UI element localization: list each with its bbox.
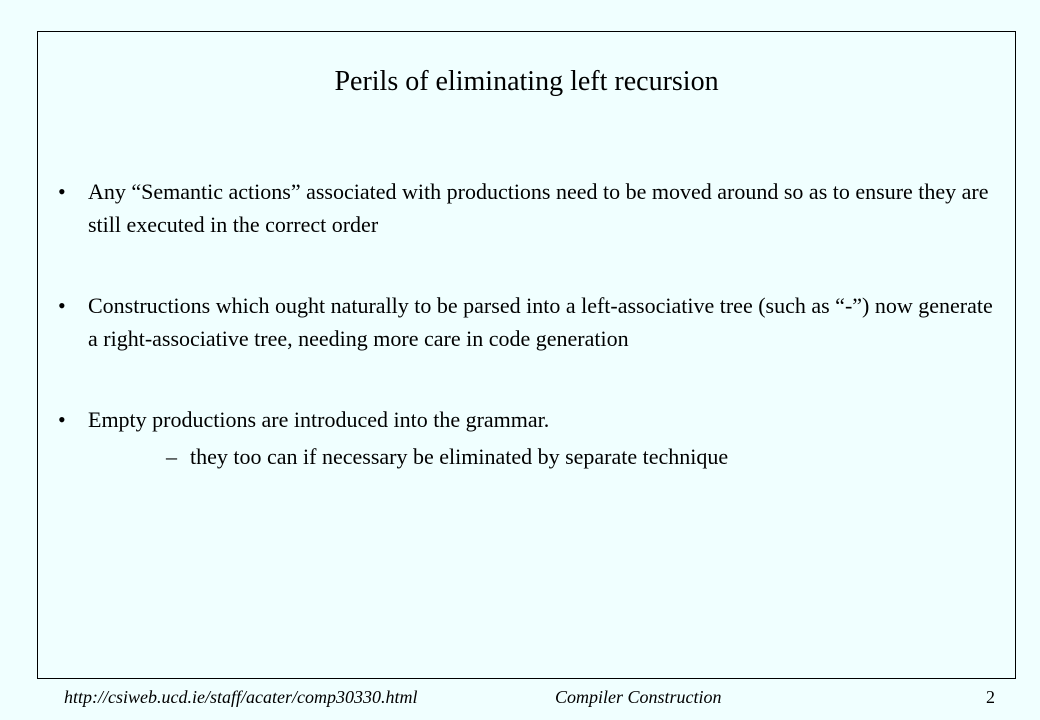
bullet-text: Empty productions are introduced into the grammar. [88, 407, 550, 432]
bullet-icon: • [58, 293, 66, 318]
bullet-text: Any “Semantic actions” associated with productions need to be moved around so as to ensure they are still executed in the correct order [88, 179, 989, 237]
footer-url: http://csiweb.ucd.ie/staff/acater/comp30330.html [64, 687, 418, 707]
bullet-text: Constructions which ought naturally to be parsed into a left-associative tree (such as “-”) now generate a right-associative tree, needing more care in code generation [88, 293, 993, 351]
bullet-list [58, 175, 998, 473]
slide-title: Perils of eliminating left recursion [334, 66, 719, 97]
bullet-item-semantic-actions [58, 175, 998, 241]
footer-course-name: Compiler Construction [555, 687, 722, 707]
page-number: 2 [986, 687, 995, 707]
bullet-icon: • [58, 179, 66, 204]
dash-icon: – [166, 444, 177, 469]
bullet-icon: • [58, 407, 66, 432]
bullet-item-empty-productions [58, 403, 998, 473]
sub-bullet-text: they too can if necessary be eliminated by separate technique [190, 444, 729, 469]
bullet-item-associativity [58, 289, 998, 355]
sub-bullet [88, 440, 998, 473]
